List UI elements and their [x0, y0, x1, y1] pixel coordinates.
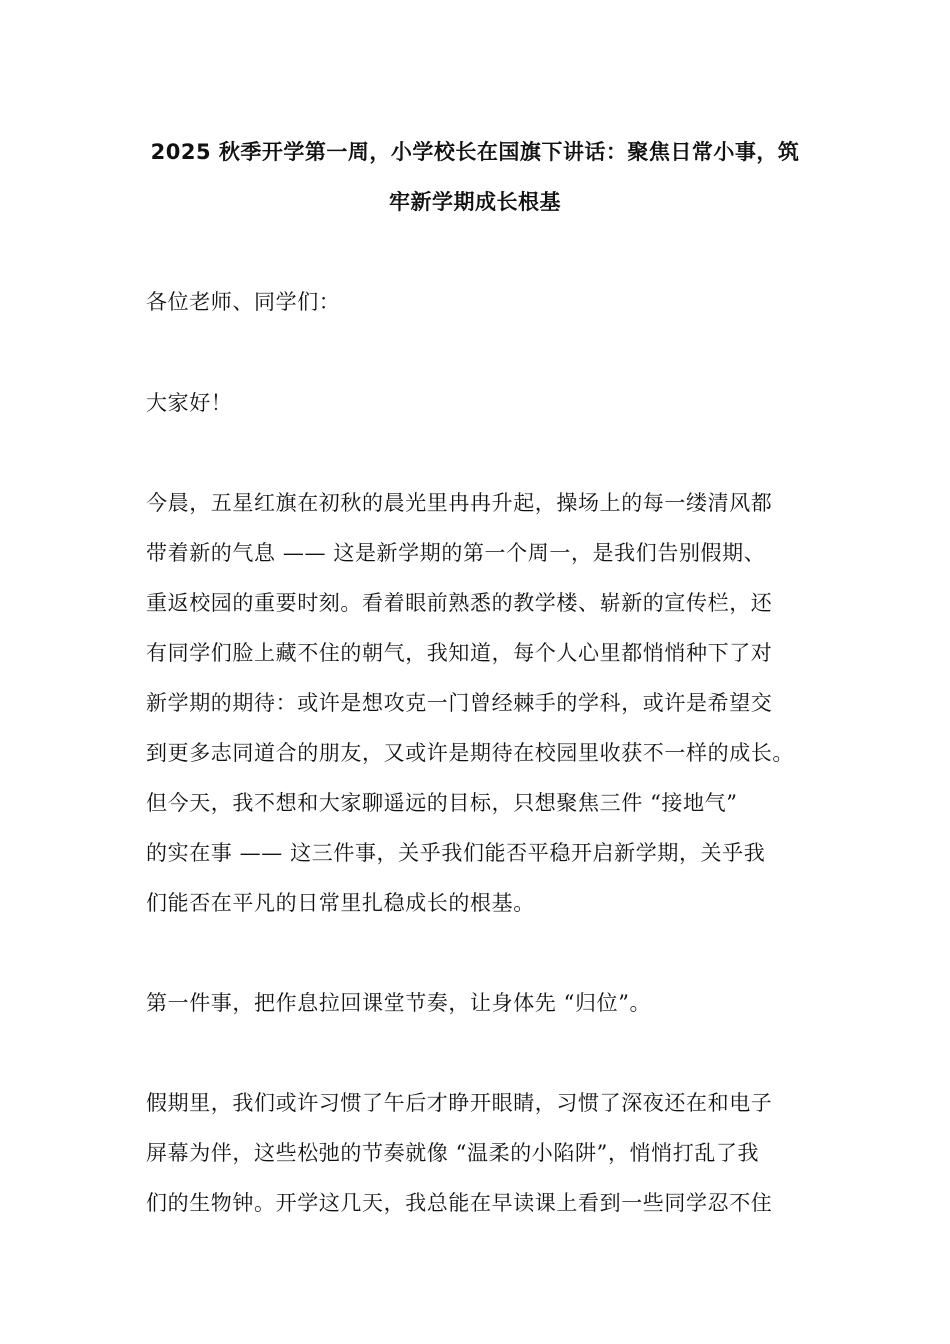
paragraph-line: 的实在事 —— 这三件事，关乎我们能否平稳开启新学期，关乎我 — [146, 841, 766, 865]
paragraph-line: 到更多志同道合的朋友，又或许是期待在校园里收获不一样的成长。 — [146, 741, 794, 765]
section-heading: 第一件事，把作息拉回课堂节奏，让身体先 “归位”。 — [146, 991, 652, 1015]
paragraph-line: 新学期的期待：或许是想攻克一门曾经棘手的学科，或许是希望交 — [146, 691, 773, 715]
paragraph-line: 假期里，我们或许习惯了午后才睁开眼睛，习惯了深夜还在和电子 — [146, 1091, 773, 1115]
paragraph-line: 带着新的气息 —— 这是新学期的第一个周一，是我们告别假期、 — [146, 541, 766, 565]
document-title-line-2: 牢新学期成长根基 — [389, 190, 561, 214]
document-title-line-1: 2025 秋季开学第一周，小学校长在国旗下讲话：聚焦日常小事，筑 — [150, 140, 800, 164]
greeting: 大家好！ — [146, 391, 233, 415]
paragraph-line: 今晨，五星红旗在初秋的晨光里冉冉升起，操场上的每一缕清风都 — [146, 491, 773, 515]
paragraph-line: 屏幕为伴，这些松弛的节奏就像 “温柔的小陷阱”，悄悄打乱了我 — [146, 1141, 760, 1165]
salutation: 各位老师、同学们： — [146, 290, 341, 314]
paragraph-line: 重返校园的重要时刻。看着眼前熟悉的教学楼、崭新的宣传栏，还 — [146, 591, 773, 615]
paragraph-line: 们的生物钟。开学这几天，我总能在早读课上看到一些同学忍不住 — [146, 1191, 773, 1215]
paragraph-line: 们能否在平凡的日常里扎稳成长的根基。 — [146, 891, 535, 915]
paragraph-line: 但今天，我不想和大家聊遥远的目标，只想聚焦三件 “接地气” — [146, 791, 738, 815]
paragraph-line: 有同学们脸上藏不住的朝气，我知道，每个人心里都悄悄种下了对 — [146, 641, 773, 665]
